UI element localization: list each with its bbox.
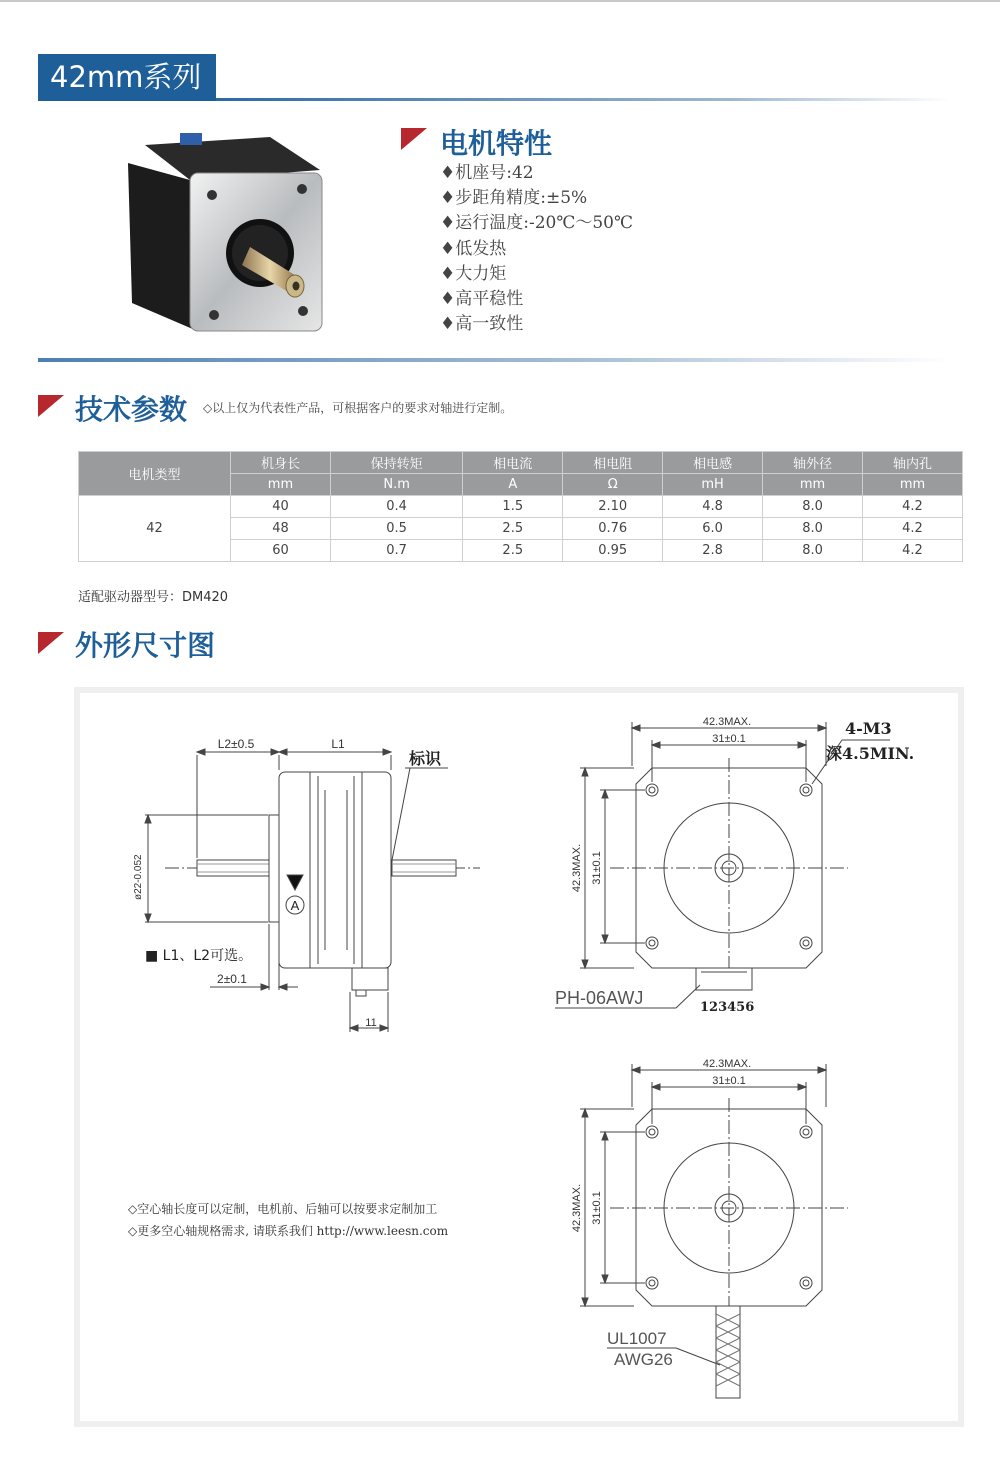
col-header: 相电感 xyxy=(663,452,763,474)
table-cell: 2.5 xyxy=(463,540,563,562)
feature-item: ♦低发热 xyxy=(440,238,507,259)
front-pitch-label: 31±0.1 xyxy=(712,733,746,745)
table-cell: 4.2 xyxy=(863,518,963,540)
col-header: 轴外径 xyxy=(763,452,863,474)
table-cell: 0.76 xyxy=(563,518,663,540)
table-cell: 8.0 xyxy=(763,518,863,540)
rear-width-label: 42.3MAX. xyxy=(702,1058,752,1070)
side-view xyxy=(145,749,480,1032)
features-title: 电机特性 xyxy=(440,127,553,160)
rear-cable-type: UL1007 xyxy=(607,1329,667,1348)
table-cell: 2.8 xyxy=(663,540,763,562)
table-cell: 2.5 xyxy=(463,518,563,540)
section-divider xyxy=(38,358,951,362)
side-l2-label: L2±0.5 xyxy=(217,737,255,751)
table-cell: 0.7 xyxy=(330,540,462,562)
table-cell: 40 xyxy=(231,496,331,518)
feature-item: ♦步距角精度:±5% xyxy=(440,188,588,209)
unit-header: mm xyxy=(231,474,331,496)
front-height-label: 42.3MAX. xyxy=(571,843,583,893)
unit-header: mm xyxy=(763,474,863,496)
col-header: 保持转矩 xyxy=(330,452,462,474)
front-screw-label: 4-M3 xyxy=(845,719,892,738)
note-line: ◇更多空心轴规格需求, 请联系我们 http://www.leesn.com xyxy=(128,1224,449,1238)
side-flange-label: 2±0.1 xyxy=(217,972,247,986)
series-title-bar xyxy=(38,54,216,101)
feature-item: ♦高平稳性 xyxy=(440,288,524,309)
front-vpitch-label: 31±0.1 xyxy=(591,851,603,885)
table-cell: 8.0 xyxy=(763,496,863,518)
feature-heading-marker xyxy=(401,128,427,150)
feature-item: ♦机座号:42 xyxy=(440,163,534,183)
top-border xyxy=(0,0,1000,2)
motor-photo xyxy=(120,125,335,340)
spec-table xyxy=(78,451,963,562)
table-cell: 0.5 xyxy=(330,518,462,540)
tech-heading-marker xyxy=(38,395,64,417)
drawing-notes xyxy=(128,1198,448,1242)
feature-item: ♦高一致性 xyxy=(440,314,524,335)
table-cell: 2.10 xyxy=(563,496,663,518)
tech-title: 技术参数 xyxy=(75,393,188,426)
front-view xyxy=(555,722,890,1008)
table-cell: 60 xyxy=(231,540,331,562)
feature-item: ♦大力矩 xyxy=(440,263,507,284)
feature-item: ♦运行温度:-20℃～50℃ xyxy=(440,213,634,234)
side-connector-label: 11 xyxy=(365,1017,377,1029)
col-header: 轴内孔 xyxy=(863,452,963,474)
type-header: 电机类型 xyxy=(79,452,231,496)
rear-height-label: 42.3MAX. xyxy=(571,1183,583,1233)
table-cell: 8.0 xyxy=(763,540,863,562)
tech-note: ◇以上仅为代表性产品，可根据客户的要求对轴进行定制。 xyxy=(203,401,513,415)
side-diameter-label: ø22-0.052 xyxy=(133,854,144,900)
front-depth-label: 深4.5MIN. xyxy=(826,744,915,763)
side-mark-label: 标识 xyxy=(409,749,442,768)
technical-drawing xyxy=(80,693,958,1421)
rear-pitch-label: 31±0.1 xyxy=(712,1075,746,1087)
type-cell: 42 xyxy=(79,496,231,562)
table-cell: 0.4 xyxy=(330,496,462,518)
table-cell: 48 xyxy=(231,518,331,540)
col-header: 机身长 xyxy=(231,452,331,474)
front-connector-label: PH-06AWJ xyxy=(555,988,644,1008)
rear-cable-gauge: AWG26 xyxy=(614,1350,673,1369)
table-row xyxy=(79,496,963,518)
dimensions-title: 外形尺寸图 xyxy=(75,629,216,662)
table-cell: 4.8 xyxy=(663,496,763,518)
table-cell: 4.2 xyxy=(863,496,963,518)
front-pins-label: 123456 xyxy=(700,1000,755,1015)
series-title: 42mm系列 xyxy=(50,60,202,94)
table-cell: 6.0 xyxy=(663,518,763,540)
rear-vpitch-label: 31±0.1 xyxy=(591,1191,603,1225)
unit-header: N.m xyxy=(330,474,462,496)
col-header: 相电流 xyxy=(463,452,563,474)
dimension-heading-marker xyxy=(38,632,64,654)
unit-header: Ω xyxy=(563,474,663,496)
side-optional-note: ■ L1、L2可选。 xyxy=(145,948,253,964)
unit-header: mH xyxy=(663,474,763,496)
note-line: ◇空心轴长度可以定制，电机前、后轴可以按要求定制加工 xyxy=(128,1202,438,1216)
side-l1-label: L1 xyxy=(331,737,345,751)
table-cell: 4.2 xyxy=(863,540,963,562)
unit-header: A xyxy=(463,474,563,496)
front-width-label: 42.3MAX. xyxy=(702,716,752,728)
table-cell: 1.5 xyxy=(463,496,563,518)
side-section-label: A xyxy=(290,898,300,913)
unit-header: mm xyxy=(863,474,963,496)
table-cell: 0.95 xyxy=(563,540,663,562)
series-underline xyxy=(216,98,951,101)
feature-list xyxy=(440,161,633,337)
driver-model: 适配驱动器型号：DM420 xyxy=(78,590,229,605)
col-header: 相电阻 xyxy=(563,452,663,474)
drawing-panel xyxy=(74,687,964,1427)
